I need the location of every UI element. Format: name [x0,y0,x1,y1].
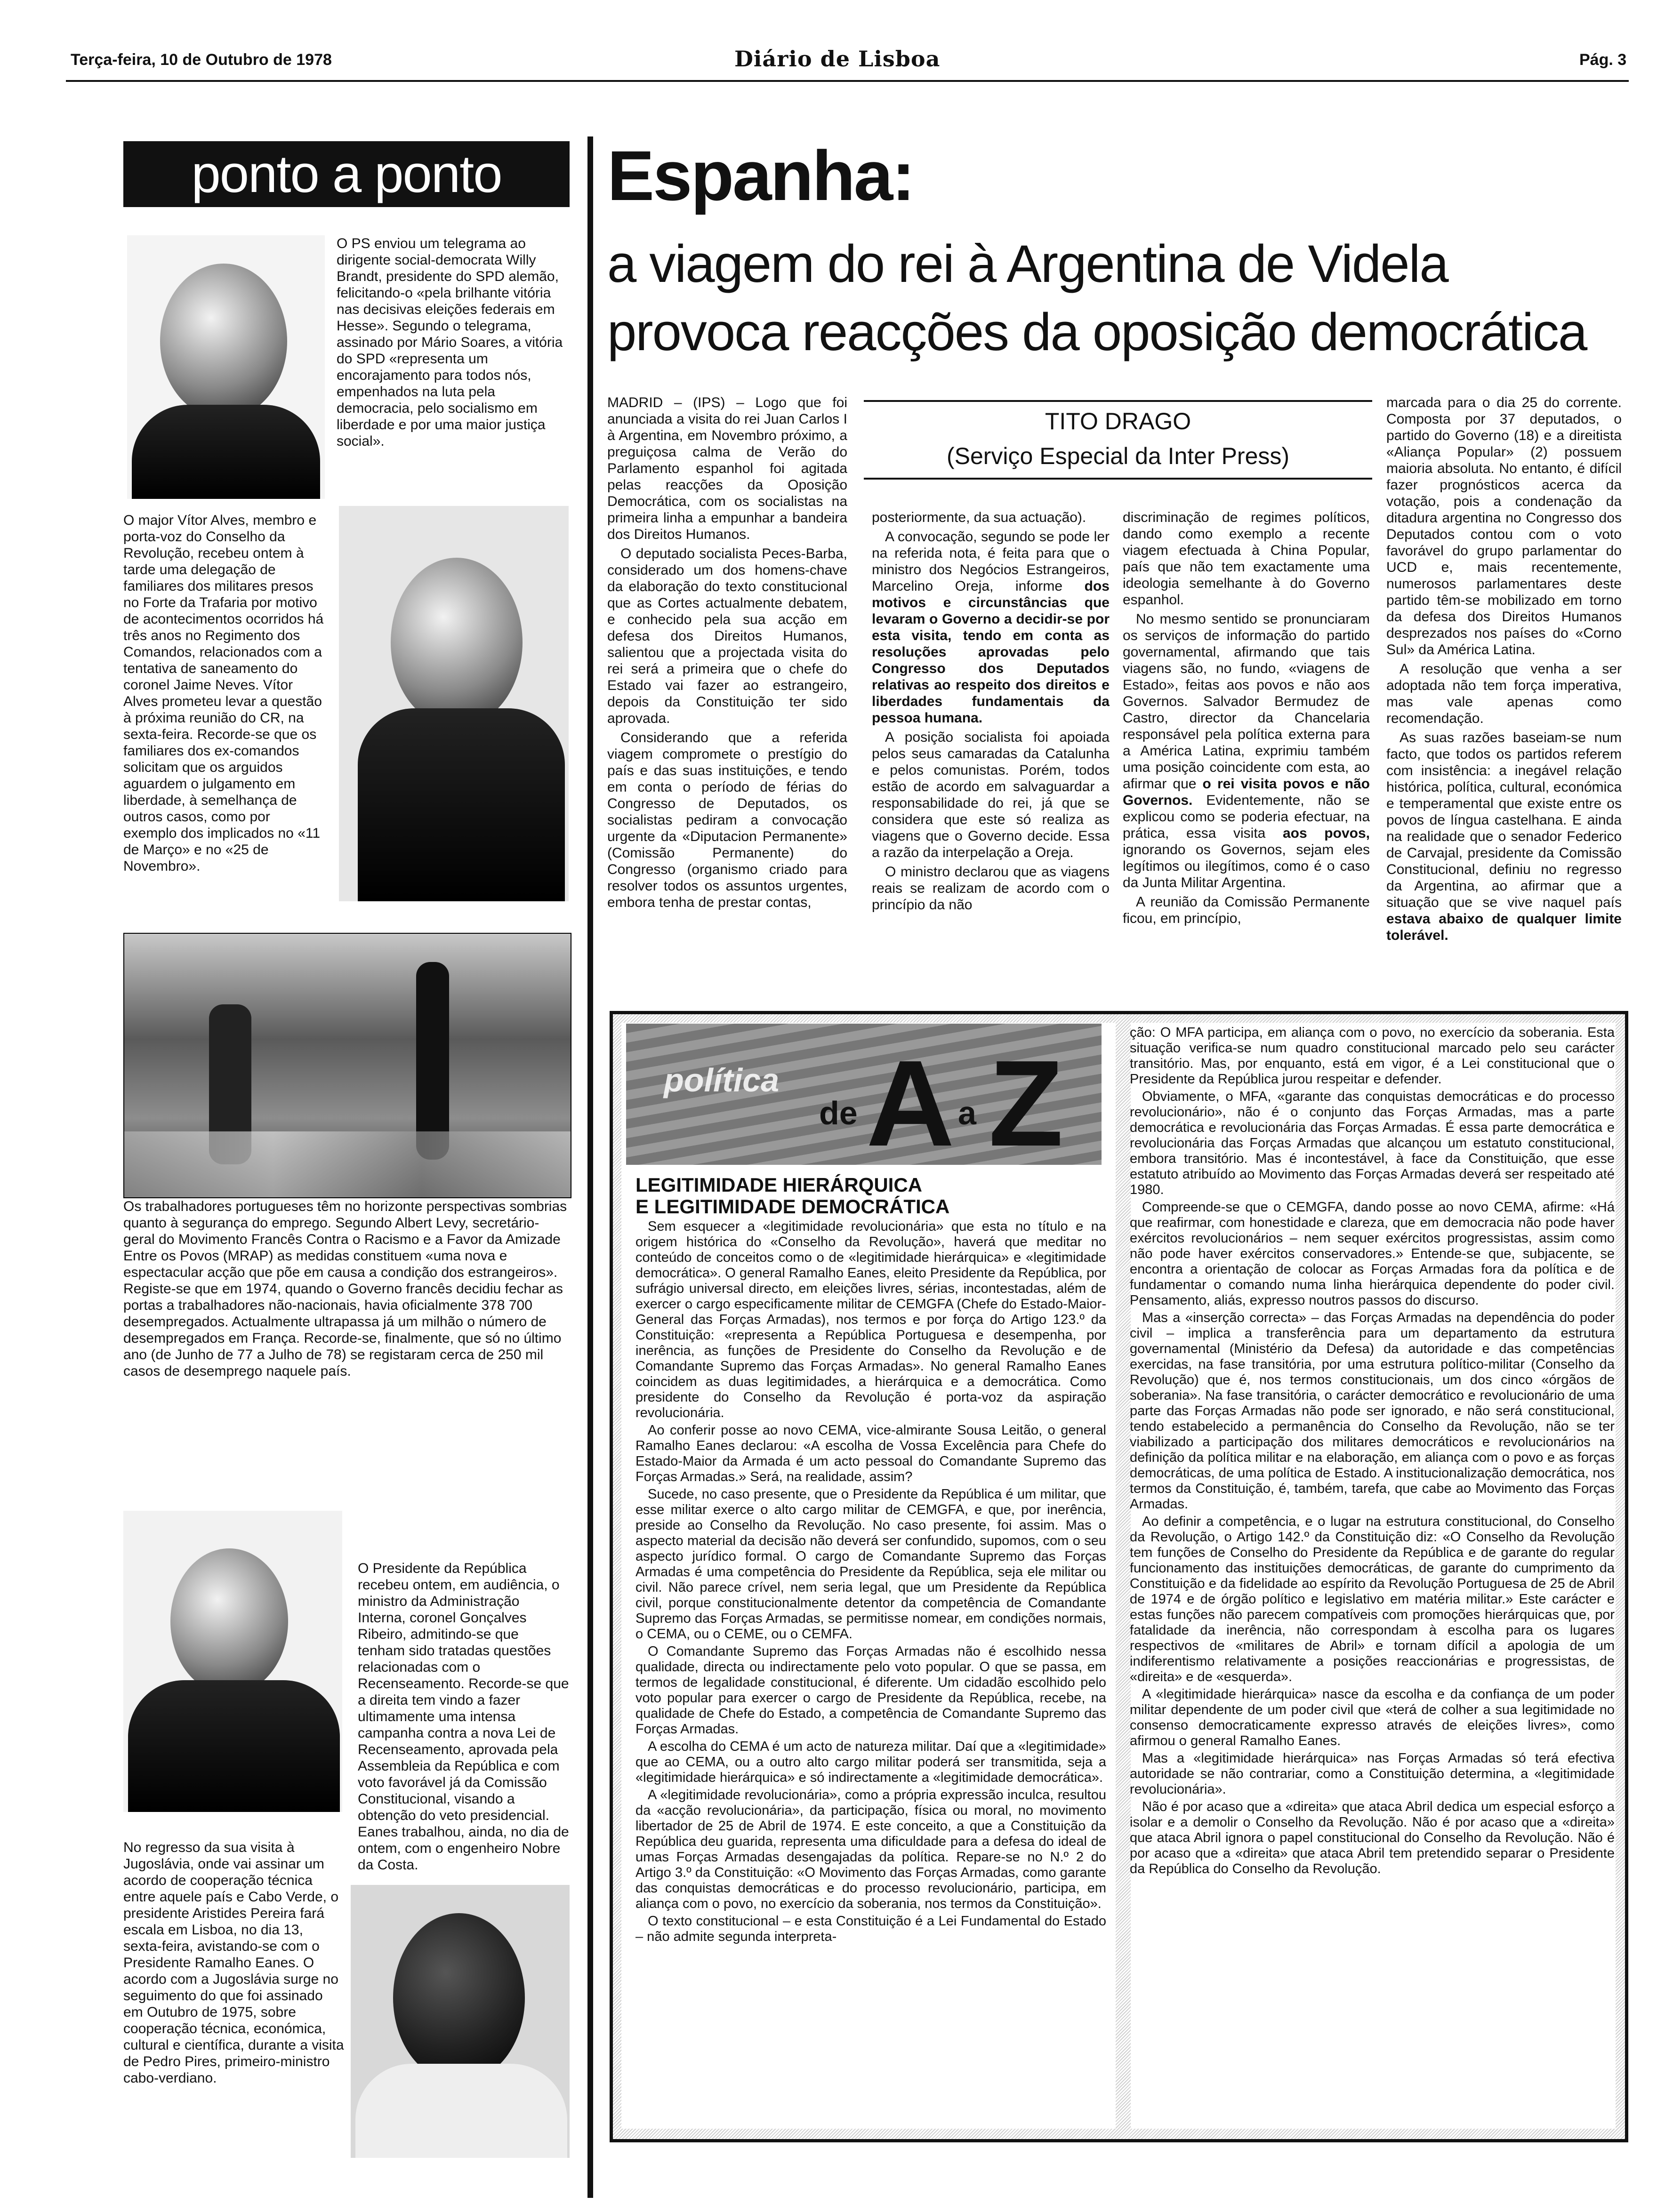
paragraph: A «legitimidade hierárquica» nasce da escolha e da confiança de um poder militar dependente de um poder civil que «terá de colher a sua legitimidade no consenso democraticamente expresso através de eleições livres», como afirmou o general Ramalho Eanes. [1130,1687,1615,1748]
photo-peces-barba [339,506,569,901]
paragraph: A «legitimidade revolucionária», como a própria expressão inculca, resultou da «acção revolucionária», da participação, física ou moral, no movimento libertador de 25 de Abril de 1974. E este conceito, a que a Constituição da República deu guarida, representa uma dificuldade para a defesa do ideal de umas Forças Armadas desengajadas da política. Repare-se no N.º 2 do Artigo 3.º da Constituição: «O Movimento das Forças Armadas, como garante das conquistas democráticas e do processo revolucionário, participa, em aliança com o povo, no exercício da soberania, nos termos da Constituição». [635,1787,1106,1911]
paragraph: Mas a «legitimidade hierárquica» nas Forças Armadas só terá efectiva autoridade se não contrariar, como a Constituição determina, a «legitimidade revolucionária». [1130,1751,1615,1797]
article-headline-line1: a viagem do rei à Argentina de Videla [607,234,1448,293]
article-headline-line2: provoca reacções da oposição democrática [607,303,1587,361]
brief-ps-telegram: O PS enviou um telegrama ao dirigente social-democrata Willy Brandt, presidente do SPD alemão, felicitando-o «pela brilhante vitória nas decisivas eleições federais em Hesse». Segundo o telegrama, assinado por Mário Soares, a vitória do SPD «representa um encorajamento para todos nós, empenhados na luta pela democracia, pelo socialismo em liberdade e por uma maior justiça social». [337,236,563,449]
paragraph: Compreende-se que o CEMGFA, dando posse ao novo CEMA, afirme: «Há que reafirmar, com honestidade e clareza, que em democracia não pode haver exércitos revolucionários – nem sequer exércitos progressistas, assim como não pode haver exércitos conservadores.» Entende-se que, subjacente, se encontra a orientação de colocar as Forças Armadas fora da política e de fundamentar o comando numa linha hierárquica dependente do poder civil. Pensamento, aliás, expresso noutros passos do discurso. [1130,1200,1615,1308]
paragraph: O ministro declarou que as viagens reais se realizam de acordo com o princípio da não [872,864,1110,913]
paragraph: O texto constitucional – e esta Constituição é a Lei Fundamental do Estado – não admite segunda interpreta- [635,1914,1106,1944]
byline-rule-top [864,400,1372,402]
article-column-1 [607,394,847,914]
politica-banner [626,1024,1102,1165]
byline-service: (Serviço Especial da Inter Press) [946,443,1290,469]
box-column-left [635,1219,1106,1947]
brief-vitor-alves: O major Vítor Alves, membro e porta-voz do Conselho da Revolução, recebeu ontem à tarde uma delegação de familiares dos militares presos no Forte da Trafaria por motivo de acontecimentos ocorridos há três anos no Regimento dos Comandos, relacionados com a tentativa de saneamento do coronel Jaime Neves. Vítor Alves prometeu levar a questão à próxima reunião do CR, na sexta-feira. Recorde-se que os familiares dos ex-comandos solicitam que os arguidos aguardem o julgamento em liberdade, à semelhança de outros casos, como por exemplo dos implicados no «11 de Março» e no «25 de Novembro». [123,513,324,874]
paragraph: ção: O MFA participa, em aliança com o povo, no exercício da soberania. Esta situação verifica-se num quadro constitucional marcado pelo seu carácter transitório. Mas, por enquanto, está em vigor, é a Lei constitucional que o Presidente da República jurou respeitar e defender. [1130,1025,1615,1087]
article-kicker: Espanha: [607,136,914,215]
paragraph: Não é por acaso que a «direita» que ataca Abril dedica um especial esforço a isolar e a demolir o Conselho da Revolução. Não é por acaso que a «direita» que ataca Abril ignora o papel constitucional do Conselho da Revolução. Não é por acaso que a «direita» que ataca Abril tem pretendido separar o Presidente da República do Conselho da Revolução. [1130,1799,1615,1876]
paragraph: marcada para o dia 25 do corrente. Composta por 37 deputados, o partido do Governo (18) e a direitista «Aliança Popular» (2) possuem maioria absoluta. No entanto, é difícil fazer prognósticos acerca da votação, pois a condenação da ditadura argentina no Congresso dos Deputados contou com o voto favorável do grupo parlamentar do UCD e, mais recentemente, numerosos parlamentares deste partido têm-se mobilizado em torno da defesa dos Direitos Humanos desprezados nos países do «Corno Sul» da América Latina. [1386,395,1622,657]
paragraph: A escolha do CEMA é um acto de natureza militar. Daí que a «legitimidade» que ao CEMA, ou a outro alto cargo militar poderá ser transmitida, seja a «legitimidade hierárquica» e só indirectamente a «legitimidade democrática». [635,1739,1106,1785]
paragraph: No mesmo sentido se pronunciaram os serviços de informação do partido governamental, afirmando que tais viagens são, no fundo, «viagens de Estado», feitas aos povos e não aos Governos. Salvador Bermudez de Castro, director da Chancelaria responsável pela política externa para a América Latina, exprimiu também uma posição coincidente com esta, ao afirmar que o rei visita povos e não Governos. Evidentemente, não se explicou como se poderia efectuar, na prática, essa visita aos povos, ignorando os Governos, sejam eles legítimos ou ilegítimos, como é o caso da Junta Militar Argentina. [1123,611,1370,890]
photo-brandt [127,235,325,499]
photo-president [123,1511,342,1812]
article-column-4 [1386,394,1622,946]
header-rule [66,80,1629,82]
box-heading: LEGITIMIDADE HIERÁRQUICA E LEGITIMIDADE DEMOCRÁTICA [635,1174,950,1218]
paragraph: A resolução que venha a ser adoptada não tem força imperativa, mas vale apenas como recomendação. [1386,661,1622,726]
paragraph: A reunião da Comissão Permanente ficou, em princípio, [1123,894,1370,926]
paragraph: O Comandante Supremo das Forças Armadas não é escolhido nessa qualidade, directa ou indirectamente pelo voto popular. O que se passa, em termos de legalidade constitucional, é diferente. Um cidadão escolhido pelo voto popular para exercer o cargo de Presidente da República, recebe, na qualidade de Chefe do Estado, a competência de Comandante Supremo das Forças Armadas. [635,1644,1106,1737]
paragraph: Ao conferir posse ao novo CEMA, vice-almirante Sousa Leitão, o general Ramalho Eanes declarou: «A escolha de Vossa Excelência para Chefe do Estado-Maior da Armada é um acto pessoal do Comandante Supremo das Forças Armadas.» Será, na realidade, assim? [635,1423,1106,1484]
banner-letter-a: A [866,1035,955,1165]
paragraph: A posição socialista foi apoiada pelos seus camaradas da Catalunha e pelos comunistas. Porém, todos estão de acordo em salvaguardar a responsabilidade do rei, já que se considera que este só realiza as viagens que o Governo decide. Essa a razão da interpelação a Oreja. [872,729,1110,860]
article-column-3 [1123,509,1370,930]
box-column-right [1130,1025,1615,1879]
paragraph: O deputado socialista Peces-Barba, considerado um dos homens-chave da elaboração do texto constitucional que as Cortes actualmente debatem, e conhecido pela sua acção em defesa dos Direitos Humanos, salientou que a projectada visita do rei será a primeira que o chefe do Estado vai fazer ao estrangeiro, depois da Constituição ter sido aprovada. [607,546,847,726]
byline-rule-bottom [864,478,1372,480]
paragraph: MADRID – (IPS) – Logo que foi anunciada a visita do rei Juan Carlos I à Argentina, em Novembro próximo, a preguiçosa calma de Verão do Parlamento espanhol foi agitada pelas reacções da Oposição Democrática, com os socialistas na primeira linha a empunhar a bandeira dos Direitos Humanos. [607,395,847,542]
paragraph: Ao definir a competência, e o lugar na estrutura constitucional, do Conselho da Revolução, o Artigo 142.º da Constituição diz: «O Conselho da Revolução tem funções de Conselho do Presidente da República e de garante do regular funcionamento das instituições democráticas, de garante do cumprimento da Constituição e da fidelidade ao espírito da Revolução Portuguesa de 25 de Abril de 1974 e de órgão político e legislativo em matéria militar.» Este carácter e estas funções não parecem compatíveis com promoções hierárquicas que, por fatalidade da inerência, não correspondam à escolha para os lugares respectivos de «militares de Abril» e tornam difícil a apologia de um indiferentismo relativamente a posições reaccionárias e progressistas, de «direita» e de «esquerda». [1130,1514,1615,1684]
photo-workers [123,933,571,1198]
paragraph: Considerando que a referida viagem compromete o prestígio do país e das suas instituições, e tendo em conta o período de férias do Congresso de Deputados, os socialistas pediram a convocação urgente da «Diputacion Permanente» (Comissão Permanente) do Congresso (organismo criado para resolver todos os assuntos urgentes, embora tenha de prestar contas, [607,730,847,910]
brief-cabo-verde: No regresso da sua visita à Jugoslávia, onde vai assinar um acordo de cooperação técnica entre aquele país e Cabo Verde, o presidente Aristides Pereira fará escala em Lisboa, no dia 13, sexta-feira, avistando-se com o Presidente Ramalho Eanes. O acordo com a Jugoslávia surge no seguimento do que foi assinado em Outubro de 1975, sobre cooperação técnica, económica, cultural e científica, durante a visita de Pedro Pires, primeiro-ministro cabo-verdiano. [123,1840,344,2086]
issue-date: Terça-feira, 10 de Outubro de 1978 [71,51,332,69]
paragraph: Sucede, no caso presente, que o Presidente da República é um militar, que esse militar exerce o alto cargo militar de CEMGFA, e que, por inerência, preside ao Conselho da Revolução. No caso presente, foi assim. Mas o aspecto material da decisão não deverá ser confundido, supomos, com o seu aspecto jurídico formal. O cargo de Comandante Supremo das Forças Armadas é uma competência do Presidente da República, seja ele militar ou civil. Não parece crível, nem seria legal, que um Presidente da República civil, porque constitucionalmente detentor da competência de Comandante Supremo das Forças Armadas, se permitisse nomear, em condições normais, o CEMA, ou o CEME, ou o CEMFA. [635,1487,1106,1642]
masthead: Diário de Lisboa [734,46,941,72]
banner-a: a [958,1095,976,1131]
brief-workers: Os trabalhadores portugueses têm no horizonte perspectivas sombrias quanto à segurança do emprego. Segundo Albert Levy, secretário-geral do Movimento Francês Contra o Racismo e a Favor da Amizade Entre os Povos (MRAP) as medidas constituem «uma nova e espectacular acção que põe em causa a condição dos estrangeiros». Registe-se que em 1974, quando o Governo francês decidiu fechar as portas a trabalhadores não-nacionais, havia oficialmente 378 700 desempregados. Actualmente ultrapassa já um milhão o número de desempregados em França. Recorde-se, finalmente, que só no último ano (de Junho de 77 a Julho de 78) se registaram cerca de 250 mil casos de desemprego naquele país. [123,1199,567,1379]
photo-aristides-pereira [351,1885,570,2158]
brief-president-audience: O Presidente da República recebeu ontem, em audiência, o ministro da Administração Interna, coronel Gonçalves Ribeiro, admitindo-se que tenham sido tratadas questões relacionadas com o Recenseamento. Recorde-se que a direita tem vindo a fazer ultimamente uma intensa campanha contra a nova Lei de Recenseamento, aprovada pela Assembleia da República e com voto favorável já da Comissão Constitucional, visando a obtenção do veto presidencial. Eanes trabalhou, ainda, no dia de ontem, com o engenheiro Nobre da Costa. [358,1561,569,1873]
page-number: Pág. 3 [1579,51,1627,69]
column-divider [587,136,593,2198]
banner-de: de [819,1095,858,1131]
byline-name: TITO DRAGO [1045,408,1191,434]
paragraph: Sem esquecer a «legitimidade revolucionária» que esta no título e na origem histórica do «Conselho da Revolução», haverá que meditar no conteúdo de conceitos como o de «legitimidade hierárquica» e «legitimidade democrática». O general Ramalho Eanes, eleito Presidente da República, por sufrágio universal directo, em eleições livres, sérias, incontestadas, além de exercer o cargo especificamente militar de CEMGFA (Chefe do Estado-Maior-General das Forças Armadas), nos termos e por força do Artigo 123.º da Constituição: «representa a República Portuguesa e desempenha, por inerência, as funções de Presidente do Conselho da Revolução e de Comandante Supremo das Forças Armadas». No general Ramalho Eanes coincidem as duas legitimidades, a hierárquica e a democrática. Como presidente do Conselho da Revolução é porta-voz da aspiração revolucionária. [635,1219,1106,1420]
paragraph: Mas a «inserção correcta» – das Forças Armadas na dependência do poder civil – implica a transferência para um departamento da estrutura governamental (Ministério da Defesa) da autoridade e das competências exercidas, na fase transitória, por uma estrutura político-militar (Conselho da Revolução) que é, nos termos constitucionais, um dos cinco «órgãos de soberania». Na fase transitória, o carácter democrático e revolucionário de uma parte das Forças Armadas não pode ser ignorado, e não será constitucional, tendo estabelecido a permanência do Conselho da Revolução, não se ter viabilizado a participação dos militares democráticos e revolucionários na definição da política militar e na elaboração, em aliança com o povo e as forças democráticas, de uma política de Estado. A institucionalização democrática, nos termos da Constituição, é, também, tarefa, que cabe ao Movimento das Forças Armadas. [1130,1310,1615,1512]
paragraph: posteriormente, da sua actuação). [872,510,1086,525]
paragraph: Obviamente, o MFA, «garante das conquistas democráticas e do processo revolucionário», não é o conjunto das Forças Armadas, mas a parte democrática e revolucionária das Forças Armadas. É essa parte democrática e revolucionária das Forças Armadas que alcançou um estatuto constitucional, embora transitório. Mas é incontestável, à face da Constituição, que esse estatuto atribuído ao Movimento das Forças Armadas deverá ser respeitado até 1980. [1130,1089,1615,1197]
banner-word: política [664,1062,780,1098]
banner-letter-z: Z [989,1035,1063,1165]
paragraph: discriminação de regimes políticos, dando como exemplo a recente viagem efectuada à China Popular, país que não tem exactamente uma ideologia semelhante à do Governo espanhol. [1123,510,1370,608]
article-column-2 [872,509,1110,916]
paragraph: As suas razões baseiam-se num facto, que todos os partidos referem com insistência: a inegável relação histórica, política, cultural, económica e temperamental que existe entre os povos de língua castelhana. E ainda na realidade que o senador Federico de Carvajal, presidente da Comissão Constitucional, definiu no regresso da Argentina, ao afirmar que a situação que se vive naquel país estava abaixo de qualquer limite tolerável. [1386,730,1622,943]
paragraph: A convocação, segundo se pode ler na referida nota, é feita para que o ministro dos Negócios Estrangeiros, Marcelino Oreja, informe dos motivos e circunstâncias que levaram o Governo a decidir-se por esta visita, tendo em conta as resoluções aprovadas pelo Congresso dos Deputados relativas ao respeito dos direitos e liberdades fundamentais da pessoa humana. [872,529,1110,726]
section-title: ponto a ponto [123,141,570,207]
